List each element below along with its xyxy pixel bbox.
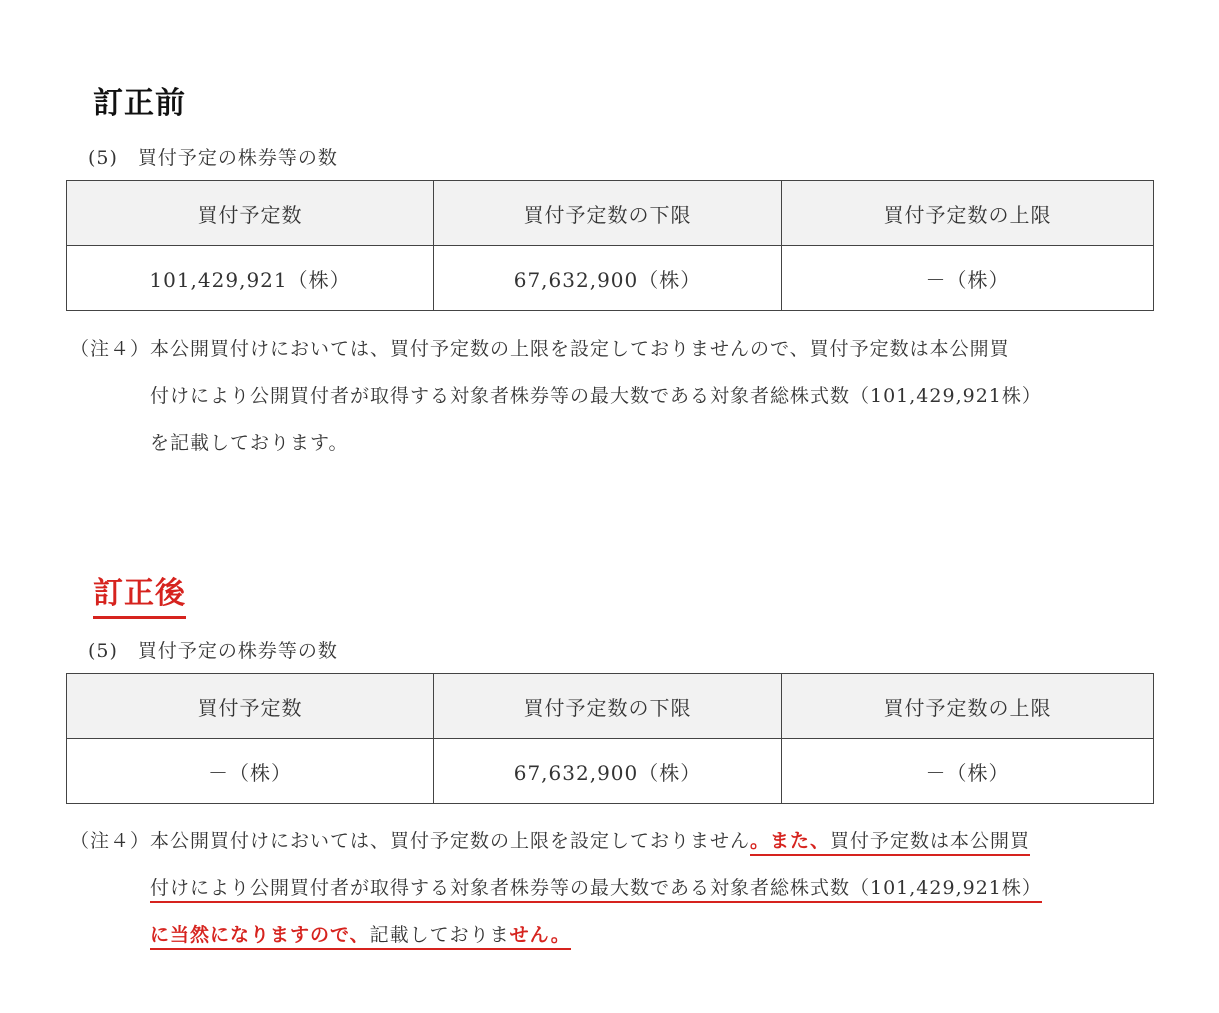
note-after	[70, 818, 1180, 964]
table-cell: －（株）	[782, 739, 1154, 804]
header-cell: 買付予定数の上限	[782, 674, 1154, 739]
note-line	[150, 818, 1030, 865]
note-text: 本公開買付けにおいては、買付予定数の上限を設定しておりません	[150, 830, 751, 852]
note-line	[150, 912, 571, 959]
header-cell: 買付予定数の下限	[434, 181, 782, 246]
note-line: 付けにより公開買付者が取得する対象者株券等の最大数である対象者総株式数（101,429,921株）	[150, 385, 1042, 407]
note-label: （注４）	[70, 338, 151, 360]
table-before	[66, 180, 1154, 311]
note-text-underlined: 付けにより公開買付者が取得する対象者株券等の最大数である対象者総株式数（101,429,921株）	[150, 877, 1042, 903]
table-header-row	[67, 674, 1154, 739]
table-header-row	[67, 181, 1154, 246]
header-cell: 買付予定数	[67, 674, 434, 739]
header-cell: 買付予定数の下限	[434, 674, 782, 739]
added-text: 。また、	[750, 830, 830, 856]
header-cell: 買付予定数	[67, 181, 434, 246]
note-line	[150, 865, 1042, 912]
added-text: に当然になりますので、	[150, 924, 370, 950]
added-text: せん。	[510, 924, 571, 950]
note-label: （注４）	[70, 830, 151, 852]
subhead-before: (5) 買付予定の株券等の数	[88, 147, 338, 169]
table-cell: －（株）	[782, 246, 1154, 311]
subhead-after: (5) 買付予定の株券等の数	[88, 640, 338, 662]
heading-before: 訂正前	[93, 86, 186, 121]
table-row	[67, 739, 1154, 804]
note-line: 本公開買付けにおいては、買付予定数の上限を設定しておりませんので、買付予定数は本公開買	[150, 338, 1010, 360]
table-row	[67, 246, 1154, 311]
table-cell: －（株）	[67, 739, 434, 804]
note-before	[70, 326, 1180, 466]
note-text-underlined: 記載しておりま	[370, 924, 510, 950]
table-cell: 101,429,921（株）	[67, 246, 434, 311]
table-cell: 67,632,900（株）	[434, 246, 782, 311]
table-cell: 67,632,900（株）	[434, 739, 782, 804]
table-after	[66, 673, 1154, 804]
heading-after: 訂正後	[93, 568, 186, 619]
note-text-underlined: 買付予定数は本公開買	[830, 830, 1030, 856]
header-cell: 買付予定数の上限	[782, 181, 1154, 246]
note-line: を記載しております。	[150, 432, 349, 454]
